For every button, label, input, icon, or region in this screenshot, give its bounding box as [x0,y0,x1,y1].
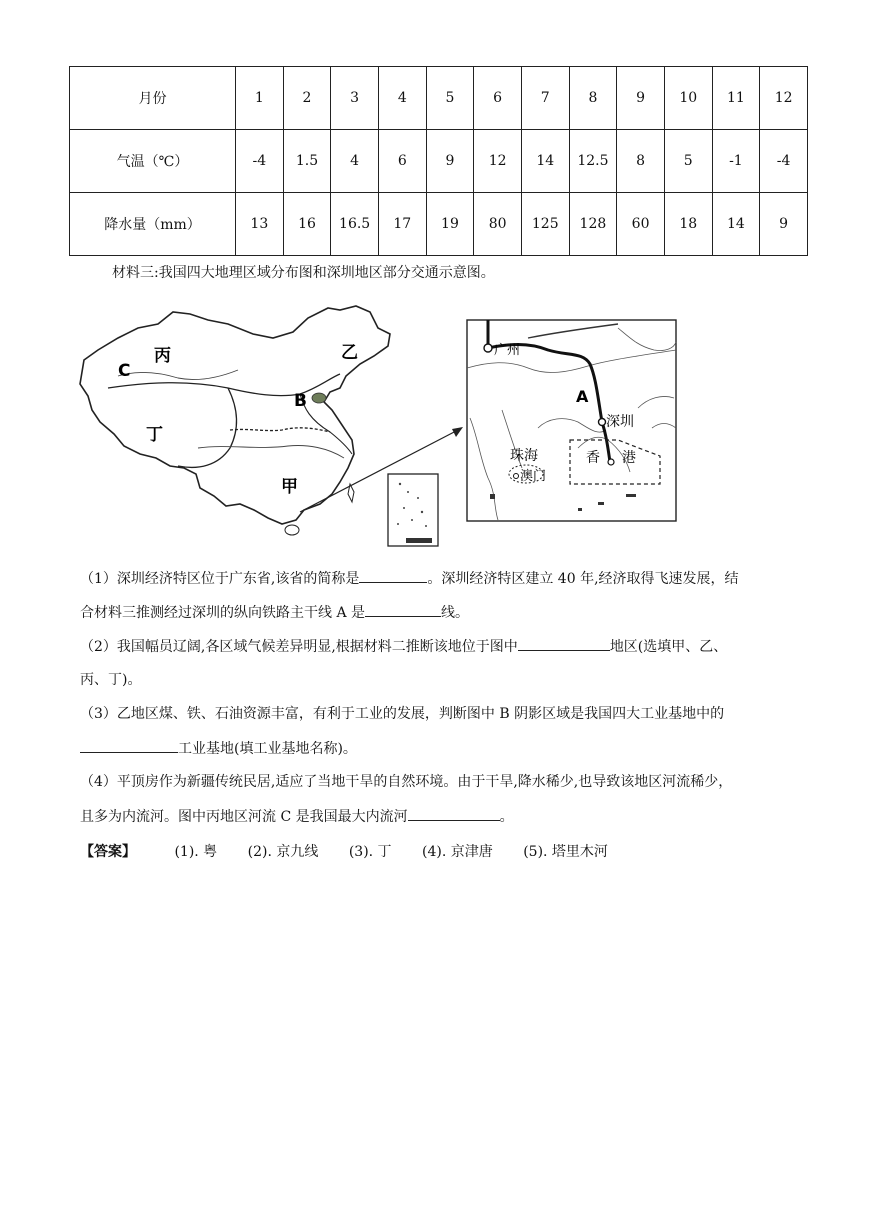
answer-item: (1). 粤 [174,844,218,860]
answer-blank[interactable] [408,806,500,821]
question-text: 工业基地(填工业基地名称)。 [178,741,357,757]
jing-jin-tang-shaded-area [312,393,326,403]
table-cell: 9 [760,193,808,256]
answer-blank[interactable] [365,602,441,617]
map-figure [78,298,684,552]
table-cell: 16.5 [331,193,379,256]
railway-label-a: A [576,387,589,406]
question-1-line-2 [80,602,469,623]
question-text: 且多为内流河。图中丙地区河流 C 是我国最大内流河 [80,809,408,825]
china-outline [80,306,390,524]
table-cell: -4 [236,130,284,193]
climate-table [69,66,808,256]
table-cell: -4 [760,130,808,193]
table-cell: 19 [426,193,474,256]
question-text: 地区(选填甲、乙、 [609,639,728,655]
answer-line [80,841,634,861]
table-cell: 60 [617,193,665,256]
question-text: （1）深圳经济特区位于广东省,该省的简称是 [80,571,360,587]
answer-blank[interactable] [80,738,178,753]
answer-blank[interactable] [359,568,427,583]
table-cell: 9 [617,67,665,130]
area-label-b: B [294,391,307,411]
table-cell: 128 [569,193,617,256]
answer-blank[interactable] [518,636,610,651]
table-cell: 12.5 [569,130,617,193]
city-label-macau: 澳门 [520,469,547,484]
table-cell: 12 [760,67,808,130]
macau-point [514,474,519,479]
river-label-c: C [118,361,131,381]
question-4-line-1: （4）平顶房作为新疆传统民居,适应了当地干旱的自然环境。由于干旱,降水稀少,也导致该地区河流稀少， [80,774,733,790]
answer-item: (4). 京津唐 [422,844,493,860]
inset-caption-box [406,538,432,543]
answer-label: 【答案】 [80,844,136,860]
city-label-guangzhou: 广州 [494,343,521,358]
hainan-island [285,525,299,535]
region-label-jia: 甲 [281,477,298,497]
answer-item: (2). 京九线 [247,844,319,860]
city-label-xiang: 香 [586,450,600,466]
question-text: 。 [499,809,514,825]
table-cell: 6 [474,67,522,130]
table-cell: -1 [712,130,760,193]
table-cell: 4 [331,130,379,193]
guangzhou-point [484,344,492,352]
table-cell: 降水量（mm） [70,193,236,256]
region-label-bing: 丙 [154,346,171,366]
city-label-gang: 港 [622,450,636,466]
question-text: 合材料三推测经过深圳的纵向铁路主干线 A 是 [80,605,366,621]
hongkong-point [608,459,614,465]
table-cell: 8 [617,130,665,193]
table-cell: 9 [426,130,474,193]
table-cell: 1 [236,67,284,130]
table-row-month [70,67,808,130]
question-1-line-1 [80,568,739,589]
south-china-sea-inset [388,474,438,546]
answer-item: (3). 丁 [348,844,392,860]
table-row-temperature [70,130,808,193]
city-label-zhuhai: 珠海 [510,448,538,464]
question-text: 。深圳经济特区建立 40 年,经济取得飞速发展，结 [427,571,739,587]
region-label-yi: 乙 [341,343,358,363]
table-cell: 7 [521,67,569,130]
table-cell: 10 [664,67,712,130]
table-cell: 17 [378,193,426,256]
city-label-shenzhen: 深圳 [606,414,634,430]
material-three-caption: 材料三:我国四大地理区域分布图和深圳地区部分交通示意图。 [112,265,495,281]
answer-item: (5). 塔里木河 [523,844,608,860]
table-cell: 16 [283,193,331,256]
table-cell: 14 [521,130,569,193]
question-text: 线。 [441,605,470,621]
table-cell: 5 [426,67,474,130]
arrow-head-icon [452,427,463,437]
table-row-precipitation [70,193,808,256]
question-2-line-1 [80,636,727,657]
question-3-line-2 [80,738,357,759]
shenzhen-point [599,419,606,426]
table-cell: 3 [331,67,379,130]
table-cell: 4 [378,67,426,130]
table-cell: 5 [664,130,712,193]
table-cell: 13 [236,193,284,256]
question-2-line-2: 丙、丁)。 [80,672,142,688]
table-cell: 2 [283,67,331,130]
table-cell: 气温（℃） [70,130,236,193]
table-cell: 8 [569,67,617,130]
table-cell: 11 [712,67,760,130]
table-cell: 14 [712,193,760,256]
map-svg [78,298,684,552]
question-4-line-2 [80,806,514,827]
table-cell: 80 [474,193,522,256]
table-cell: 1.5 [283,130,331,193]
question-text: （2）我国幅员辽阔,各区域气候差异明显,根据材料二推断该地位于图中 [80,639,518,655]
question-3-line-1: （3）乙地区煤、铁、石油资源丰富，有利于工业的发展，判断图中 B 阴影区域是我国四大工业基地中的 [80,706,725,722]
table-cell: 月份 [70,67,236,130]
table-cell: 125 [521,193,569,256]
table-cell: 18 [664,193,712,256]
region-label-ding: 丁 [146,425,163,445]
table-cell: 6 [378,130,426,193]
table-cell: 12 [474,130,522,193]
